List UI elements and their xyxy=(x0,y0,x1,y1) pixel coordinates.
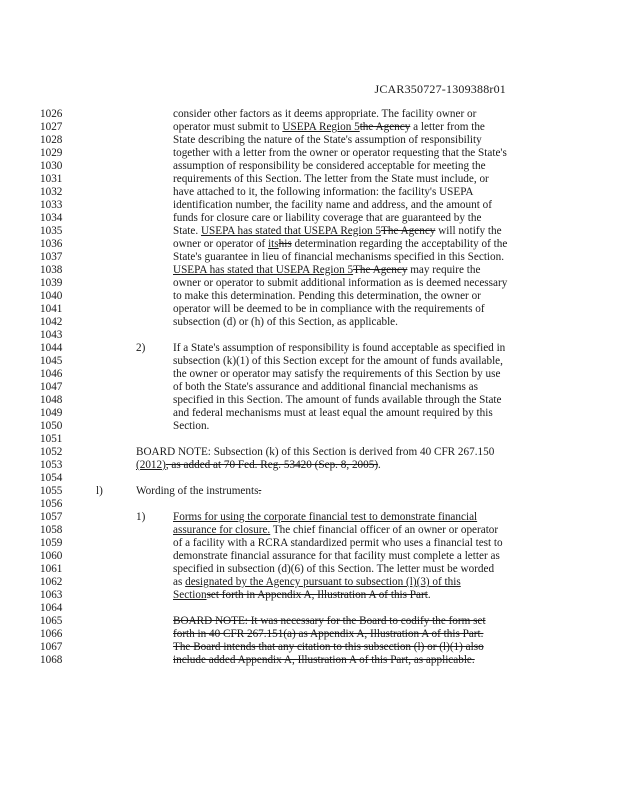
line-text xyxy=(173,615,486,628)
inserted-text: USEPA Region 5 xyxy=(282,121,360,133)
inserted-text: (2012) xyxy=(136,459,166,471)
line-text xyxy=(173,264,480,277)
line-text xyxy=(173,160,486,173)
line-number: 1030 xyxy=(40,160,63,172)
text-segment: BOARD NOTE: Subsection (k) of this Section is derived from 40 CFR 267.150 xyxy=(136,446,495,458)
line-text xyxy=(136,446,494,459)
line-text xyxy=(173,290,481,303)
line-text xyxy=(173,277,507,290)
line-text xyxy=(173,381,478,394)
list-marker: 1) xyxy=(136,511,146,523)
line-text xyxy=(173,251,504,264)
inserted-text: USEPA has stated that USEPA Region 5 xyxy=(173,264,354,276)
line-text xyxy=(173,524,498,537)
line-text xyxy=(173,199,492,212)
document-id: JCAR350727-1309388r01 xyxy=(374,82,506,96)
line-number: 1044 xyxy=(40,342,63,354)
text-segment: identification number, the facility name and address, and the amount of xyxy=(173,199,492,211)
text-segment: demonstrate financial assurance for that facility must complete a letter as xyxy=(173,550,500,562)
line-text xyxy=(136,485,261,498)
line-text xyxy=(173,563,494,576)
line-number: 1060 xyxy=(40,550,63,562)
line-number: 1031 xyxy=(40,173,63,185)
text-segment: and federal mechanisms must at least equal the amount required by this xyxy=(173,407,493,419)
text-segment: determination regarding the acceptability of the xyxy=(291,238,508,250)
line-text xyxy=(173,407,493,420)
line-number: 1052 xyxy=(40,446,63,458)
line-number: 1029 xyxy=(40,147,63,159)
line-number: 1026 xyxy=(40,108,63,120)
line-text xyxy=(173,654,475,667)
line-number: 1049 xyxy=(40,407,63,419)
text-segment: requirements of this Section. The letter from the State must include, or xyxy=(173,173,489,185)
line-text xyxy=(173,355,503,368)
line-number: 1043 xyxy=(40,329,63,341)
text-segment: State. xyxy=(173,225,201,237)
line-text xyxy=(173,550,500,563)
text-segment: as xyxy=(173,576,186,588)
line-number: 1061 xyxy=(40,563,63,575)
line-number: 1067 xyxy=(40,641,63,653)
text-segment: The chief financial officer of an owner or operator xyxy=(270,524,499,536)
text-segment: specified in this Section. The amount of funds available through the State xyxy=(173,394,502,406)
inserted-text: Section xyxy=(173,589,207,601)
text-segment: If a State's assumption of responsibility is found acceptable as specified in xyxy=(173,342,506,354)
line-number: 1053 xyxy=(40,459,63,471)
line-number: 1054 xyxy=(40,472,63,484)
text-segment: . xyxy=(378,459,381,471)
deleted-text: set forth in Appendix A, Illustration A of this Part xyxy=(206,589,428,601)
text-segment: Wording of the instruments xyxy=(136,485,259,497)
text-segment: owner or operator of xyxy=(173,238,269,250)
text-segment: specified in subsection (d)(6) of this Section. The letter must be worded xyxy=(173,563,495,575)
line-number: 1040 xyxy=(40,290,63,302)
line-text xyxy=(173,108,476,121)
line-number: 1046 xyxy=(40,368,63,380)
inserted-text: assurance for closure. xyxy=(173,524,271,536)
text-segment: to make this determination. Pending this determination, the owner or xyxy=(173,290,481,302)
line-text xyxy=(173,537,503,550)
deleted-text: The Agency xyxy=(381,225,436,237)
text-segment: of both the State's assurance and additional financial mechanisms as xyxy=(173,381,478,393)
line-text xyxy=(173,368,500,381)
line-number: 1051 xyxy=(40,433,63,445)
line-number: 1027 xyxy=(40,121,63,133)
deleted-text: . xyxy=(258,485,262,497)
line-number: 1064 xyxy=(40,602,63,614)
line-number: 1036 xyxy=(40,238,63,250)
line-number: 1034 xyxy=(40,212,63,224)
line-number: 1068 xyxy=(40,654,63,666)
line-text xyxy=(173,225,502,238)
line-number: 1055 xyxy=(40,485,63,497)
text-segment: owner or operator to submit additional information as is deemed necessary xyxy=(173,277,508,289)
text-segment: will notify the xyxy=(435,225,502,237)
line-text xyxy=(173,628,483,641)
deleted-text: The Agency xyxy=(353,264,408,276)
line-number: 1037 xyxy=(40,251,63,263)
text-segment: operator will be deemed to be in compliance with the requirements of xyxy=(173,303,485,315)
text-segment: may require the xyxy=(407,264,481,276)
deleted-text: include added Appendix A, Illustration A of this Part, as applicable. xyxy=(173,654,475,666)
line-text xyxy=(173,576,461,589)
text-segment: subsection (k)(1) of this Section except for the amount of funds available, xyxy=(173,355,503,367)
text-segment: a letter from the xyxy=(410,121,485,133)
line-text xyxy=(173,394,502,407)
line-number: 1042 xyxy=(40,316,63,328)
text-segment: assumption of responsibility be considered acceptable for meeting the xyxy=(173,160,486,172)
line-number: 1032 xyxy=(40,186,63,198)
line-text xyxy=(173,121,485,134)
text-segment: . xyxy=(427,589,431,601)
line-number: 1045 xyxy=(40,355,63,367)
text-segment: subsection (d) or (h) of this Section, as applicable. xyxy=(173,316,398,328)
line-number: 1050 xyxy=(40,420,63,432)
line-number: 1033 xyxy=(40,199,63,211)
line-number: 1028 xyxy=(40,134,63,146)
line-text xyxy=(136,459,381,472)
deleted-text: his xyxy=(278,238,292,250)
line-text xyxy=(173,238,507,251)
inserted-text: Forms for using the corporate financial test to demonstrate financial xyxy=(173,511,478,523)
line-text xyxy=(173,641,484,654)
list-marker: l) xyxy=(96,485,103,497)
deleted-text: , as added at 70 Fed. Reg. 53420 (Sep. 8, 2005) xyxy=(165,459,379,471)
deleted-text: BOARD NOTE: It was necessary for the Board to codify the form set xyxy=(173,615,486,627)
line-number: 1063 xyxy=(40,589,63,601)
line-text xyxy=(173,511,477,524)
text-segment: State describing the nature of the State's assumption of responsibility xyxy=(173,134,482,146)
line-number: 1035 xyxy=(40,225,63,237)
line-number: 1048 xyxy=(40,394,63,406)
deleted-text: The Board intends that any citation to this subsection (l) or (l)(1) also xyxy=(173,641,484,653)
line-number: 1058 xyxy=(40,524,63,536)
line-number: 1038 xyxy=(40,264,63,276)
line-number: 1062 xyxy=(40,576,63,588)
line-number: 1065 xyxy=(40,615,63,627)
text-segment: Section. xyxy=(173,420,210,432)
line-number: 1039 xyxy=(40,277,63,289)
line-number: 1066 xyxy=(40,628,63,640)
text-segment: together with a letter from the owner or operator requesting that the State's xyxy=(173,147,507,159)
line-number: 1059 xyxy=(40,537,63,549)
text-segment: of a facility with a RCRA standardized permit who uses a financial test to xyxy=(173,537,503,549)
text-segment: the owner or operator may satisfy the requirements of this Section by use xyxy=(173,368,501,380)
line-text xyxy=(173,147,507,160)
inserted-text: its xyxy=(268,238,279,250)
line-text xyxy=(173,589,431,602)
text-segment: have attached to it, the following information: the facility's USEPA xyxy=(173,186,474,198)
line-text xyxy=(173,316,398,329)
line-number: 1047 xyxy=(40,381,63,393)
line-number: 1056 xyxy=(40,498,63,510)
text-segment: State's guarantee in lieu of financial mechanisms specified in this Section. xyxy=(173,251,505,263)
text-segment: funds for closure care or liability coverage that are guaranteed by the xyxy=(173,212,482,224)
deleted-text: forth in 40 CFR 267.151(a) as Appendix A, Illustration A of this Part. xyxy=(173,628,484,640)
deleted-text: the Agency xyxy=(359,121,411,133)
line-text xyxy=(173,212,481,225)
text-segment: consider other factors as it deems appropriate. The facility owner or xyxy=(173,108,477,120)
line-text xyxy=(173,420,209,433)
line-text xyxy=(173,186,474,199)
text-segment: operator must submit to xyxy=(173,121,283,133)
inserted-text: USEPA has stated that USEPA Region 5 xyxy=(200,225,382,237)
line-text xyxy=(173,173,489,186)
line-number: 1057 xyxy=(40,511,63,523)
inserted-text: designated by the Agency pursuant to subsection (l)(3) of this xyxy=(185,576,461,588)
line-text xyxy=(173,134,482,147)
line-number: 1041 xyxy=(40,303,63,315)
list-marker: 2) xyxy=(136,342,146,354)
line-text xyxy=(173,342,505,355)
line-text xyxy=(173,303,485,316)
